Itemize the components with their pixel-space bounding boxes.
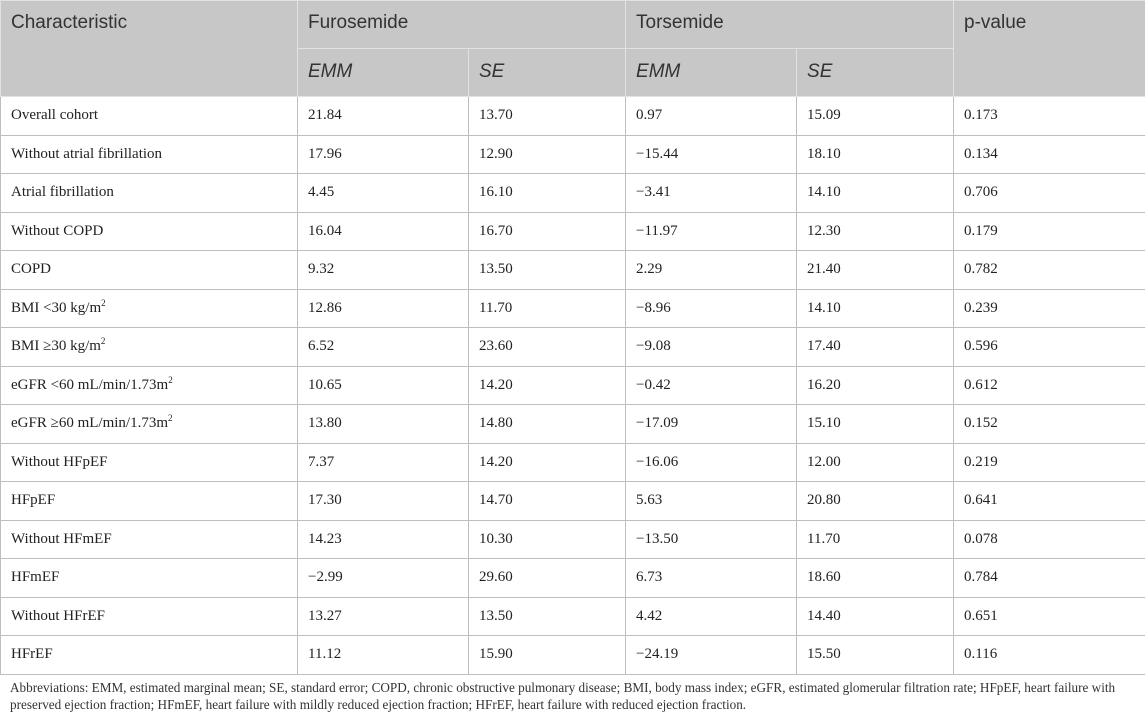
header-torsemide-se: SE bbox=[797, 49, 954, 97]
characteristic-label: Without COPD bbox=[11, 222, 104, 239]
characteristic-label: Without HFpEF bbox=[11, 453, 108, 470]
unit-superscript: 2 bbox=[101, 297, 106, 308]
cell-p-value: 0.116 bbox=[954, 636, 1145, 675]
cell-torsemide-emm: 2.29 bbox=[626, 251, 797, 290]
cell-furosemide-emm: 17.96 bbox=[298, 135, 469, 174]
cell-torsemide-emm: −9.08 bbox=[626, 328, 797, 367]
table-row bbox=[1, 482, 1145, 521]
unit-superscript: 2 bbox=[168, 374, 173, 385]
cell-furosemide-emm: 7.37 bbox=[298, 443, 469, 482]
cell-furosemide-se: 10.30 bbox=[469, 520, 626, 559]
characteristic-label: BMI <30 kg/m bbox=[11, 299, 102, 316]
cell-torsemide-emm: −16.06 bbox=[626, 443, 797, 482]
cell-furosemide-emm: 12.86 bbox=[298, 289, 469, 328]
cell-torsemide-se: 17.40 bbox=[797, 328, 954, 367]
characteristic-label: Without HFrEF bbox=[11, 607, 105, 624]
table-row bbox=[1, 289, 1145, 328]
header-torsemide: Torsemide bbox=[626, 1, 954, 49]
cell-p-value: 0.239 bbox=[954, 289, 1145, 328]
cell-furosemide-emm: 16.04 bbox=[298, 212, 469, 251]
cell-torsemide-emm: 0.97 bbox=[626, 97, 797, 136]
cell-torsemide-se: 12.00 bbox=[797, 443, 954, 482]
cell-furosemide-emm: 4.45 bbox=[298, 174, 469, 213]
cell-torsemide-se: 20.80 bbox=[797, 482, 954, 521]
characteristic-label: HFrEF bbox=[11, 646, 53, 663]
cell-p-value: 0.219 bbox=[954, 443, 1145, 482]
table-row bbox=[1, 97, 1145, 136]
table-row bbox=[1, 559, 1145, 598]
cell-p-value: 0.134 bbox=[954, 135, 1145, 174]
cell-torsemide-se: 18.60 bbox=[797, 559, 954, 598]
table-row bbox=[1, 174, 1145, 213]
cell-furosemide-se: 29.60 bbox=[469, 559, 626, 598]
cell-p-value: 0.782 bbox=[954, 251, 1145, 290]
characteristic-label: HFmEF bbox=[11, 569, 60, 586]
cell-torsemide-emm: −15.44 bbox=[626, 135, 797, 174]
table-body bbox=[1, 97, 1145, 675]
cell-torsemide-se: 21.40 bbox=[797, 251, 954, 290]
cell-torsemide-se: 15.09 bbox=[797, 97, 954, 136]
table-row bbox=[1, 443, 1145, 482]
cell-characteristic bbox=[1, 174, 298, 213]
cell-torsemide-se: 14.10 bbox=[797, 289, 954, 328]
cell-characteristic bbox=[1, 636, 298, 675]
cell-torsemide-se: 12.30 bbox=[797, 212, 954, 251]
characteristic-label: eGFR <60 mL/min/1.73m bbox=[11, 376, 169, 393]
characteristic-label: HFpEF bbox=[11, 492, 56, 509]
cell-furosemide-se: 16.70 bbox=[469, 212, 626, 251]
unit-superscript: 2 bbox=[100, 336, 106, 347]
table-row bbox=[1, 212, 1145, 251]
characteristic-label: Atrial fibrillation bbox=[11, 184, 114, 201]
cell-p-value: 0.173 bbox=[954, 97, 1145, 136]
cell-furosemide-emm: 14.23 bbox=[298, 520, 469, 559]
cell-p-value: 0.152 bbox=[954, 405, 1145, 444]
cell-torsemide-se: 15.10 bbox=[797, 405, 954, 444]
cell-torsemide-emm: −13.50 bbox=[626, 520, 797, 559]
characteristic-label: BMI ≥30 kg/m bbox=[11, 338, 101, 355]
table-row bbox=[1, 597, 1145, 636]
cell-furosemide-se: 14.70 bbox=[469, 482, 626, 521]
header-furosemide-se: SE bbox=[469, 49, 626, 97]
abbreviations-footnote: Abbreviations: EMM, estimated marginal mean; SE, standard error; COPD, chronic obstructive pulmonary disease; BMI, body mass index; eGFR, estimated glomerular filtration rate; HFpEF, heart failure with preserved ejection fraction; HFmEF, heart failure with mildly reduced ejection fraction; HFrEF, heart failure with reduced ejection fraction. bbox=[10, 680, 1116, 712]
cell-p-value: 0.641 bbox=[954, 482, 1145, 521]
cell-characteristic bbox=[1, 328, 298, 367]
cell-characteristic bbox=[1, 251, 298, 290]
unit-superscript: 2 bbox=[168, 413, 173, 424]
header-characteristic: Characteristic bbox=[1, 1, 298, 97]
cell-p-value: 0.078 bbox=[954, 520, 1145, 559]
cell-torsemide-emm: −17.09 bbox=[626, 405, 797, 444]
cell-furosemide-emm: 6.52 bbox=[298, 328, 469, 367]
cell-torsemide-emm: 4.42 bbox=[626, 597, 797, 636]
cell-characteristic bbox=[1, 559, 298, 598]
cell-characteristic bbox=[1, 520, 298, 559]
header-furosemide-emm: EMM bbox=[298, 49, 469, 97]
cell-torsemide-se: 15.50 bbox=[797, 636, 954, 675]
characteristic-label: COPD bbox=[11, 261, 52, 278]
cell-p-value: 0.784 bbox=[954, 559, 1145, 598]
header-p-value: p-value bbox=[954, 1, 1145, 97]
characteristic-label: Without HFmEF bbox=[11, 530, 112, 547]
cell-torsemide-emm: 5.63 bbox=[626, 482, 797, 521]
cell-characteristic bbox=[1, 212, 298, 251]
cell-torsemide-se: 16.20 bbox=[797, 366, 954, 405]
table-row bbox=[1, 520, 1145, 559]
cell-torsemide-emm: −8.96 bbox=[626, 289, 797, 328]
characteristic-label: Without atrial fibrillation bbox=[11, 145, 163, 162]
cell-furosemide-emm: −2.99 bbox=[298, 559, 469, 598]
cell-torsemide-se: 11.70 bbox=[797, 520, 954, 559]
cell-p-value: 0.612 bbox=[954, 366, 1145, 405]
cell-furosemide-se: 13.50 bbox=[469, 251, 626, 290]
table-row bbox=[1, 251, 1145, 290]
header-row-groups bbox=[1, 1, 1145, 49]
characteristic-label: Overall cohort bbox=[11, 107, 99, 124]
cell-furosemide-se: 11.70 bbox=[469, 289, 626, 328]
cell-furosemide-emm: 10.65 bbox=[298, 366, 469, 405]
characteristic-label: eGFR ≥60 mL/min/1.73m bbox=[11, 415, 168, 432]
table-row bbox=[1, 636, 1145, 675]
cell-furosemide-emm: 17.30 bbox=[298, 482, 469, 521]
cell-furosemide-se: 13.70 bbox=[469, 97, 626, 136]
cell-p-value: 0.651 bbox=[954, 597, 1145, 636]
cell-characteristic bbox=[1, 366, 298, 405]
header-furosemide: Furosemide bbox=[298, 1, 626, 49]
cell-furosemide-se: 14.20 bbox=[469, 443, 626, 482]
cell-furosemide-emm: 21.84 bbox=[298, 97, 469, 136]
cell-torsemide-emm: −11.97 bbox=[626, 212, 797, 251]
table-row bbox=[1, 135, 1145, 174]
cell-furosemide-se: 23.60 bbox=[469, 328, 626, 367]
cell-p-value: 0.706 bbox=[954, 174, 1145, 213]
cell-torsemide-emm: −0.42 bbox=[626, 366, 797, 405]
cell-p-value: 0.179 bbox=[954, 212, 1145, 251]
cell-furosemide-se: 14.20 bbox=[469, 366, 626, 405]
cell-characteristic bbox=[1, 289, 298, 328]
cell-furosemide-emm: 11.12 bbox=[298, 636, 469, 675]
cell-torsemide-se: 14.40 bbox=[797, 597, 954, 636]
cell-characteristic bbox=[1, 405, 298, 444]
cell-furosemide-se: 15.90 bbox=[469, 636, 626, 675]
cell-torsemide-emm: 6.73 bbox=[626, 559, 797, 598]
header-torsemide-emm: EMM bbox=[626, 49, 797, 97]
table-row bbox=[1, 366, 1145, 405]
cell-characteristic bbox=[1, 135, 298, 174]
cell-furosemide-emm: 9.32 bbox=[298, 251, 469, 290]
cell-furosemide-se: 14.80 bbox=[469, 405, 626, 444]
cell-characteristic bbox=[1, 597, 298, 636]
cell-torsemide-se: 18.10 bbox=[797, 135, 954, 174]
table-row bbox=[1, 405, 1145, 444]
cell-furosemide-se: 13.50 bbox=[469, 597, 626, 636]
cell-characteristic bbox=[1, 97, 298, 136]
cell-characteristic bbox=[1, 482, 298, 521]
cell-torsemide-emm: −24.19 bbox=[626, 636, 797, 675]
cell-torsemide-se: 14.10 bbox=[797, 174, 954, 213]
cell-torsemide-emm: −3.41 bbox=[626, 174, 797, 213]
cell-furosemide-se: 16.10 bbox=[469, 174, 626, 213]
cell-furosemide-emm: 13.27 bbox=[298, 597, 469, 636]
cell-p-value: 0.596 bbox=[954, 328, 1145, 367]
cell-characteristic bbox=[1, 443, 298, 482]
table-row bbox=[1, 328, 1145, 367]
table-header bbox=[1, 1, 1145, 97]
cell-furosemide-emm: 13.80 bbox=[298, 405, 469, 444]
cell-furosemide-se: 12.90 bbox=[469, 135, 626, 174]
